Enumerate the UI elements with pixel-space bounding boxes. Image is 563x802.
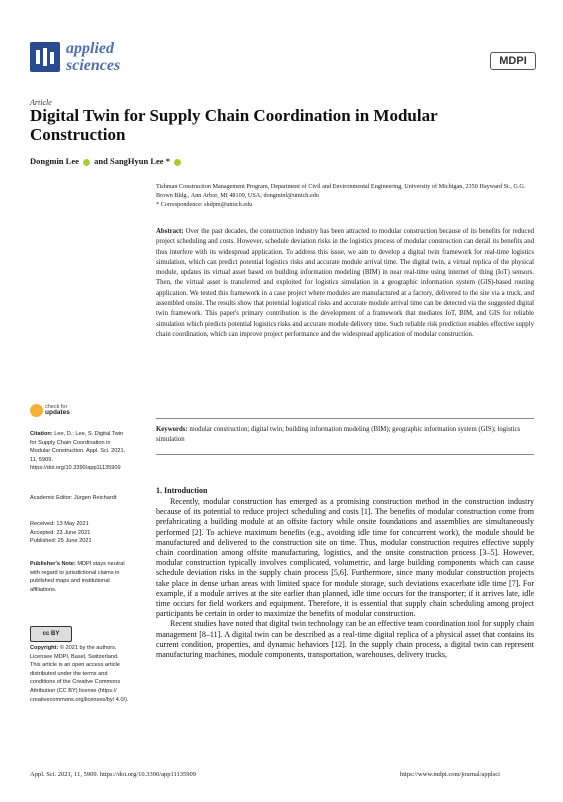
correspondence: * Correspondence: shdpm@umich.edu	[156, 201, 253, 208]
journal-name-line1: applied	[66, 40, 114, 57]
journal-name-line2: sciences	[66, 57, 121, 74]
date-received: Received: 13 May 2021	[30, 521, 89, 527]
authors-and: and	[94, 156, 108, 166]
affiliation-block	[156, 182, 534, 209]
check-updates-icon	[30, 404, 43, 417]
divider	[156, 418, 534, 419]
orcid-icon[interactable]	[174, 159, 181, 166]
keywords-label: Keywords:	[156, 426, 188, 433]
copyright	[30, 644, 130, 704]
copyright-label: Copyright:	[30, 645, 59, 651]
article-type: Article	[30, 98, 52, 107]
abstract-label: Abstract:	[156, 228, 184, 235]
affiliation: Tishman Construction Management Program, Department of Civil and Environmental Engineering, University of Michigan, 2350 Hayward St., G.G. Brown Bldg., Ann Arbor, MI 48109, USA; dongminl@umich.edu	[156, 183, 526, 199]
cc-by-license-icon[interactable]: cc BY	[30, 626, 72, 642]
citation	[30, 430, 130, 473]
abstract-text: Over the past decades, the construction industry has been attracted to modular construction because of its benefits for reduced project scheduling and costs. However, schedule deviation risks in the logistics process of modular construction can derail its benefits and thus interfere with its widespread application. To address this issue, we aim to develop a digital twin framework for real-time logistics simulation, which can predict potential logistics risks and accurate module arrival time. The digital twin, a virtual replica of the physical module, updates its virtual asset based on building information modeling (BIM) in near real-time using internet of thing (IoT) sensors. Then, the virtual asset is transferred and exploited for logistics simulation in a geographic information system (GIS)-based routing application. We tested this framework in a case project where modules are manufactured at a factory, delivered to the site via a truck, and assembled onsite. The results show that potential logistical risks and accurate module arrival time can be detected via the suggested digital twin framework. This paper's primary contribution is the development of a framework that mediates IoT, BIM, and GIS for reliable simulation which predicts potential logistics risks and accurate module delivery time. Such reliable risk prediction enables effective supply chain coordination, which can improve project performance and the widespread application of modular construction.	[156, 228, 534, 338]
journal-logo-icon	[30, 42, 60, 72]
publisher-note-label: Publisher's Note:	[30, 561, 76, 567]
author-2[interactable]: SangHyun Lee *	[109, 156, 170, 166]
body-paragraph: Recent studies have noted that digital twin technology can be an effective team coordination tool for supply chain management [8–11]. A digital twin can be described as a real-time digital replica of a physical asset that contains its current condition, properties, and dynamic behaviors [12]. In the supply chain process, a digital twin can represent manufacturing machines, module components, transportation, warehouses, delivery trucks,	[156, 619, 534, 660]
body-text	[156, 497, 534, 660]
footer-journal-url[interactable]: https://www.mdpi.com/journal/applsci	[400, 771, 500, 778]
body-paragraph: Recently, modular construction has emerged as a promising construction method in the construction industry because of its potential to reduce project scheduling and costs [1]. The benefits of modular construction come from prefabricating a building module at an offsite factory while onsite foundations and assemblies are simultaneously performed [2]. To achieve maximum benefits (e.g., avoiding idle time for concurrent work), the module should be manufactured and delivered to the construction site on time. Thus, modular construction requires effective supply chain coordination among offsite manufacturing, logistics, and the onsite construction process [3–5]. However, modular construction typically involves complicated, volumetric, and large building components which can cause schedule deviation risks in the supply chain process [5,6]. Furthermore, since many modular construction projects take place in dense urban areas with limited space for module storage, such deviations exacerbate idle time [7]. For example, if a module arrives at the site earlier than planned, idle time occurs for the transporter; if it arrives late, idle time occurs for field workers and equipment. Therefore, it is essential that supply chain scheduling among project participants be certain in order to maximize the benefits of modular construction.	[156, 497, 534, 619]
article-title: Digital Twin for Supply Chain Coordination in Modular Construction	[30, 106, 438, 144]
abstract	[156, 227, 534, 340]
section-heading: 1. Introduction	[156, 486, 208, 495]
date-published: Published: 25 June 2021	[30, 538, 92, 545]
authors	[30, 156, 183, 166]
copyright-text: © 2021 by the authors. Licensee MDPI, Basel, Switzerland. This article is an open access article distributed under the terms and conditions of the Creative Commons Attribution (CC BY) license (https:// creativecommons.org/licenses/by/ 4.0/).	[30, 645, 129, 703]
check-for-updates-button[interactable]	[30, 404, 76, 418]
date-accepted: Accepted: 23 June 2021	[30, 529, 91, 536]
journal-name	[66, 40, 120, 74]
publisher-note-text: MDPI stays neutral with regard to jurisdictional claims in published maps and institutional affiliations.	[30, 561, 125, 593]
citation-label: Citation:	[30, 431, 53, 437]
orcid-icon[interactable]	[83, 159, 90, 166]
check-updates-line1: check for	[45, 404, 68, 410]
footer-citation[interactable]: Appl. Sci. 2021, 11, 5909. https://doi.org/10.3390/app11135909	[30, 771, 196, 778]
academic-editor: Academic Editor: Jürgen Reichardt	[30, 495, 117, 501]
divider	[156, 454, 534, 455]
publication-dates	[30, 520, 130, 546]
keywords-text: modular construction; digital twin; building information modeling (BIM); geographic information system (GIS); logistics simulation	[156, 426, 521, 444]
citation-text: Lee, D.; Lee, S. Digital Twin for Supply Chain Coordination in Modular Construction. Appl. Sci. 2021, 11, 5909. https://doi.org/10.3390/app11135909	[30, 431, 126, 472]
check-updates-line2: updates	[45, 409, 70, 416]
publisher-logo: MDPI	[490, 52, 536, 70]
author-1[interactable]: Dongmin Lee	[30, 156, 79, 166]
publisher-note	[30, 560, 130, 594]
keywords	[156, 425, 534, 446]
